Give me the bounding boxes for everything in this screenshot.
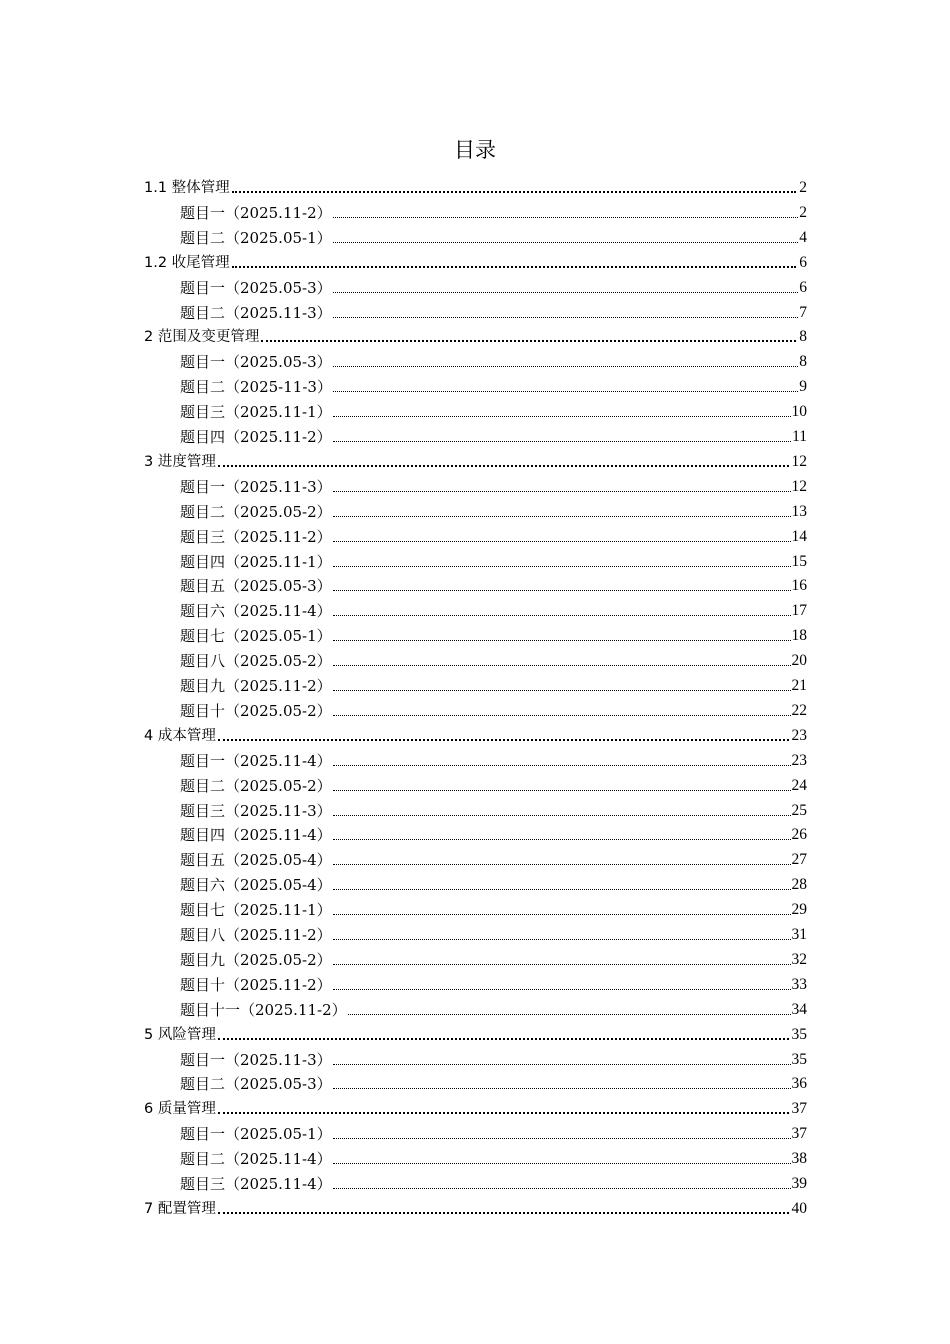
toc-page-number: 17 xyxy=(791,602,807,620)
toc-section-entry[interactable] xyxy=(180,846,807,870)
toc-dot-leader xyxy=(333,1060,791,1065)
toc-entry-label: 题目十一（2025.11-2） xyxy=(180,1000,347,1019)
toc-entry-label: 题目二（2025-11-3） xyxy=(180,378,332,397)
toc-dot-leader xyxy=(333,362,799,367)
toc-chapter-entry[interactable] xyxy=(144,1095,807,1119)
toc-section-entry[interactable] xyxy=(180,772,807,796)
toc-section-entry[interactable] xyxy=(180,697,807,721)
toc-dot-leader xyxy=(333,835,791,840)
toc-entry-label: 题目六（2025.05-4） xyxy=(180,876,332,895)
toc-dot-leader xyxy=(218,735,789,741)
toc-section-entry[interactable] xyxy=(180,797,807,821)
toc-dot-leader xyxy=(333,686,791,691)
toc-section-entry[interactable] xyxy=(180,971,807,995)
toc-entry-label: 题目六（2025.11-4） xyxy=(180,602,332,621)
toc-dot-leader xyxy=(333,636,791,641)
toc-page-number: 40 xyxy=(791,1199,807,1217)
toc-page-number: 27 xyxy=(791,851,807,869)
toc-page-number: 38 xyxy=(791,1150,807,1168)
toc-dot-leader xyxy=(333,586,791,591)
toc-page-number: 10 xyxy=(791,403,807,421)
toc-section-entry[interactable] xyxy=(180,996,807,1020)
toc-page-number: 39 xyxy=(791,1175,807,1192)
toc-dot-leader xyxy=(333,985,791,990)
toc-chapter-entry[interactable] xyxy=(144,722,807,746)
toc-entry-label: 题目九（2025.11-2） xyxy=(180,677,332,695)
toc-page-number: 35 xyxy=(791,1025,807,1043)
toc-dot-leader xyxy=(333,761,791,766)
toc-section-entry[interactable] xyxy=(180,373,807,397)
toc-page-number: 11 xyxy=(792,428,807,445)
toc-entry-label: 题目二（2025.11-3） xyxy=(180,303,332,322)
toc-title: 目录 xyxy=(454,138,496,162)
toc-entry-label: 4 成本管理 xyxy=(144,727,216,744)
toc-section-entry[interactable] xyxy=(180,1120,807,1144)
toc-page-number: 15 xyxy=(791,552,807,570)
toc-dot-leader xyxy=(333,1159,791,1164)
toc-chapter-entry[interactable] xyxy=(144,448,807,472)
toc-section-entry[interactable] xyxy=(180,1170,807,1194)
toc-entry-label: 题目一（2025.11-3） xyxy=(180,477,332,496)
toc-entry-label: 5 风险管理 xyxy=(144,1026,216,1043)
toc-page-number: 32 xyxy=(791,950,807,968)
toc-entry-label: 题目二（2025.05-2） xyxy=(180,502,332,521)
toc-page-number: 16 xyxy=(791,577,807,595)
toc-chapter-entry[interactable] xyxy=(144,323,807,347)
toc-page-number: 7 xyxy=(799,303,807,321)
toc-page-number: 37 xyxy=(791,1100,807,1118)
toc-dot-leader xyxy=(333,1084,791,1089)
toc-section-entry[interactable] xyxy=(180,622,807,646)
toc-dot-leader xyxy=(232,262,797,268)
toc-section-entry[interactable] xyxy=(180,747,807,771)
toc-page-number: 29 xyxy=(791,901,807,919)
toc-entry-label: 2 范围及变更管理 xyxy=(144,329,260,346)
toc-section-entry[interactable] xyxy=(180,672,807,696)
toc-section-entry[interactable] xyxy=(180,921,807,945)
toc-dot-leader xyxy=(333,387,798,392)
toc-section-entry[interactable] xyxy=(180,498,807,522)
toc-entry-label: 题目一（2025.11-2） xyxy=(180,203,332,222)
toc-dot-leader xyxy=(348,1010,791,1015)
toc-section-entry[interactable] xyxy=(180,299,807,323)
toc-dot-leader xyxy=(333,562,791,567)
toc-dot-leader xyxy=(333,1184,791,1189)
toc-dot-leader xyxy=(333,910,791,915)
toc-page-number: 36 xyxy=(791,1075,807,1093)
toc-dot-leader xyxy=(333,537,791,542)
toc-dot-leader xyxy=(333,860,791,865)
toc-entry-label: 题目三（2025.11-3） xyxy=(180,801,332,820)
toc-page-number: 24 xyxy=(791,776,807,794)
toc-entry-label: 6 质量管理 xyxy=(144,1101,216,1118)
toc-section-entry[interactable] xyxy=(180,821,807,845)
toc-page-number: 22 xyxy=(791,701,807,719)
toc-dot-leader xyxy=(333,885,791,890)
toc-entry-label: 题目二（2025.05-2） xyxy=(180,776,332,795)
toc-dot-leader xyxy=(333,935,791,940)
toc-page-number: 23 xyxy=(791,751,807,769)
toc-section-entry[interactable] xyxy=(180,647,807,671)
toc-entry-label: 题目一（2025.05-3） xyxy=(180,278,332,297)
toc-entry-label: 7 配置管理 xyxy=(144,1200,216,1217)
toc-entry-label: 题目四（2025.11-2） xyxy=(180,428,332,446)
toc-entry-label: 题目二（2025.05-3） xyxy=(180,1075,332,1094)
toc-dot-leader xyxy=(333,437,791,442)
toc-dot-leader xyxy=(218,1108,789,1114)
toc-page-number: 21 xyxy=(791,677,807,694)
toc-dot-leader xyxy=(333,611,791,616)
toc-dot-leader xyxy=(333,811,791,816)
toc-chapter-entry[interactable] xyxy=(144,249,807,273)
toc-entry-label: 题目一（2025.05-1） xyxy=(180,1125,332,1144)
toc-entry-label: 题目九（2025.05-2） xyxy=(180,950,332,969)
toc-entry-label: 题目四（2025.11-4） xyxy=(180,826,332,845)
toc-page-number: 37 xyxy=(791,1125,807,1143)
toc-dot-leader xyxy=(333,1134,791,1139)
toc-entry-label: 1.2 收尾管理 xyxy=(144,254,230,271)
toc-entry-label: 题目一（2025.05-3） xyxy=(180,353,332,372)
toc-section-entry[interactable] xyxy=(180,548,807,572)
toc-page-number: 18 xyxy=(791,627,807,645)
toc-page-number: 35 xyxy=(791,1050,807,1068)
toc-section-entry[interactable] xyxy=(180,871,807,895)
toc-page-number: 26 xyxy=(791,826,807,844)
toc-dot-leader xyxy=(333,238,799,243)
toc-page-number: 6 xyxy=(799,253,807,271)
toc-dot-leader xyxy=(333,487,791,492)
toc-section-entry[interactable] xyxy=(180,896,807,920)
toc-entry-label: 1.1 整体管理 xyxy=(144,180,230,196)
toc-entry-label: 题目五（2025.05-4） xyxy=(180,851,332,870)
toc-page-number: 12 xyxy=(791,452,807,470)
toc-dot-leader xyxy=(218,1034,789,1040)
toc-dot-leader xyxy=(333,711,791,716)
toc-page-number: 14 xyxy=(791,527,807,545)
toc-section-entry[interactable] xyxy=(180,423,807,447)
toc-dot-leader xyxy=(218,461,789,467)
toc-entry-label: 题目十（2025.05-2） xyxy=(180,701,332,720)
toc-section-entry[interactable] xyxy=(180,1070,807,1094)
toc-dot-leader xyxy=(333,960,791,965)
toc-dot-leader xyxy=(333,786,791,791)
toc-entry-label: 题目八（2025.11-2） xyxy=(180,926,332,944)
toc-dot-leader xyxy=(218,1208,789,1214)
toc-entry-label: 题目二（2025.11-4） xyxy=(180,1150,332,1169)
toc-entry-label: 题目二（2025.05-1） xyxy=(180,228,332,247)
toc-section-entry[interactable] xyxy=(180,1046,807,1070)
toc-section-entry[interactable] xyxy=(180,348,807,372)
toc-chapter-entry[interactable] xyxy=(144,1195,807,1219)
toc-page-number: 6 xyxy=(799,278,807,296)
toc-dot-leader xyxy=(333,313,799,318)
toc-dot-leader xyxy=(333,288,799,293)
toc-section-entry[interactable] xyxy=(180,199,807,223)
toc-chapter-entry[interactable] xyxy=(144,1021,807,1045)
toc-page-number: 2 xyxy=(799,179,807,196)
toc-page-number: 28 xyxy=(791,876,807,894)
toc-dot-leader xyxy=(232,187,797,193)
toc-page-number: 8 xyxy=(799,353,807,371)
toc-page-number: 8 xyxy=(799,328,807,346)
toc-page-number: 31 xyxy=(791,926,807,943)
toc-entry-label: 题目一（2025.11-4） xyxy=(180,751,332,770)
toc-entry-label: 题目七（2025.05-1） xyxy=(180,627,332,646)
toc-entry-label: 题目三（2025.11-4） xyxy=(180,1175,332,1193)
toc-entry-label: 题目七（2025.11-1） xyxy=(180,901,332,920)
toc-page-number: 23 xyxy=(791,726,807,744)
toc-page-number: 12 xyxy=(791,477,807,495)
toc-dot-leader xyxy=(333,213,799,218)
toc-section-entry[interactable] xyxy=(180,597,807,621)
toc-page-number: 2 xyxy=(799,203,807,221)
toc-page-number: 9 xyxy=(799,378,807,396)
toc-section-entry[interactable] xyxy=(180,274,807,298)
toc-entry-label: 题目四（2025.11-1） xyxy=(180,552,332,571)
toc-entry-label: 题目一（2025.11-3） xyxy=(180,1050,332,1069)
toc-dot-leader xyxy=(333,512,791,517)
toc-section-entry[interactable] xyxy=(180,473,807,497)
toc-page-number: 34 xyxy=(791,1000,807,1018)
toc-dot-leader xyxy=(333,412,791,417)
toc-chapter-entry[interactable] xyxy=(144,174,807,198)
toc-entry-label: 题目八（2025.05-2） xyxy=(180,652,332,671)
toc-page-number: 25 xyxy=(791,801,807,819)
toc-entry-label: 题目五（2025.05-3） xyxy=(180,577,332,596)
toc-section-entry[interactable] xyxy=(180,224,807,248)
toc-section-entry[interactable] xyxy=(180,946,807,970)
toc-entry-label: 题目三（2025.11-2） xyxy=(180,527,332,546)
toc-page-number: 4 xyxy=(799,228,807,246)
toc-page-number: 13 xyxy=(791,502,807,520)
toc-entry-label: 题目十（2025.11-2） xyxy=(180,975,332,994)
toc-page-number: 33 xyxy=(791,975,807,993)
toc-page-number: 20 xyxy=(791,652,807,670)
toc-section-entry[interactable] xyxy=(180,1145,807,1169)
toc-section-entry[interactable] xyxy=(180,523,807,547)
toc-entry-label: 3 进度管理 xyxy=(144,453,216,470)
toc-section-entry[interactable] xyxy=(180,572,807,596)
toc-dot-leader xyxy=(261,336,796,342)
toc-section-entry[interactable] xyxy=(180,398,807,422)
toc-dot-leader xyxy=(333,661,791,666)
toc-entry-label: 题目三（2025.11-1） xyxy=(180,403,332,422)
